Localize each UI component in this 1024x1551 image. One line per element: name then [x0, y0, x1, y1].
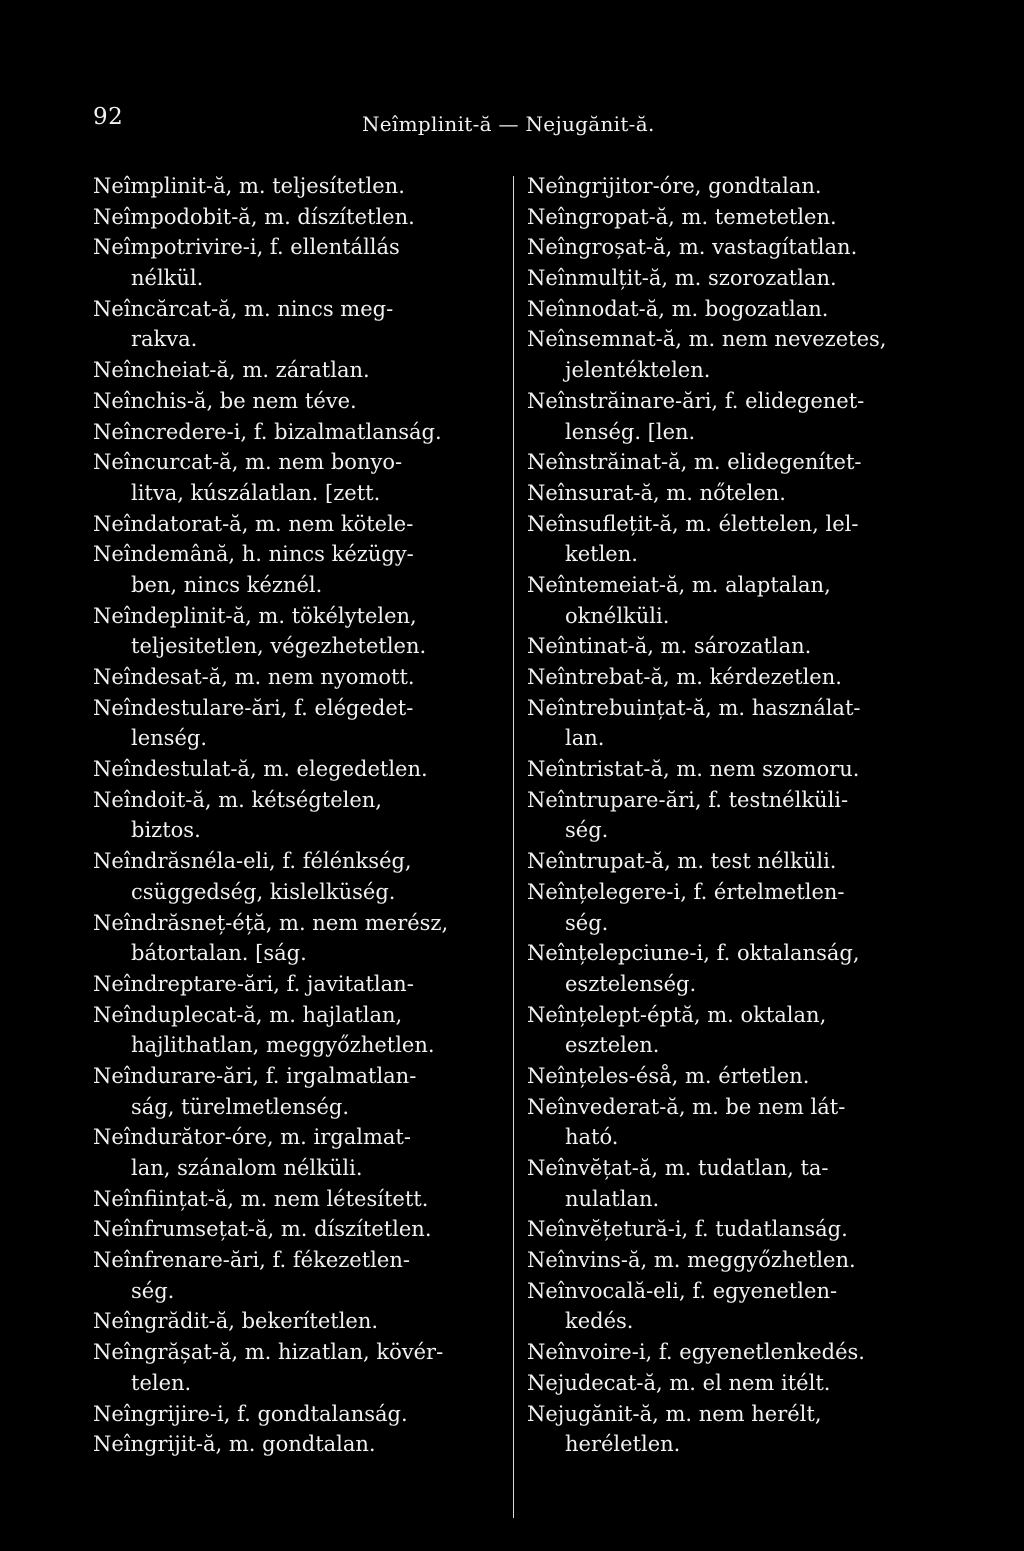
dictionary-entry: Neîmpotrivire-i, f. ellentállás [93, 235, 400, 260]
dictionary-entry-continuation: ség. [565, 910, 609, 935]
dictionary-entry-continuation: lan. [565, 726, 605, 751]
dictionary-entry-continuation: ség. [565, 818, 609, 843]
dictionary-entry: Neîndestulare-ări, f. elégedet- [93, 695, 414, 720]
dictionary-entry: Neîndestulat-ă, m. elegedetlen. [93, 757, 428, 782]
dictionary-entry: Neînduplecat-ă, m. hajlatlan, [93, 1002, 403, 1027]
dictionary-entry: Neîndatorat-ă, m. nem kötele- [93, 511, 414, 536]
dictionary-entry-continuation: hajlithatlan, meggyőzhetlen. [131, 1033, 435, 1058]
dictionary-entry: Neîntrupat-ă, m. test nélküli. [527, 849, 837, 874]
dictionary-entry-continuation: jelentéktelen. [565, 358, 711, 383]
dictionary-entry-continuation: biztos. [131, 818, 201, 843]
dictionary-entry: Neînvoire-i, f. egyenetlenkedés. [527, 1340, 865, 1365]
dictionary-entry-continuation: litva, kúszálatlan. [zett. [131, 480, 381, 505]
dictionary-entry-continuation: rakva. [131, 327, 198, 352]
dictionary-entry: Neînțeles-éså, m. értetlen. [527, 1063, 810, 1088]
dictionary-entry: Neîncheiat-ă, m. záratlan. [93, 358, 370, 383]
dictionary-entry: Neînmulțit-ă, m. szorozatlan. [527, 266, 837, 291]
dictionary-entry: Neîndesat-ă, m. nem nyomott. [93, 665, 415, 689]
dictionary-entry: Neînvocală-eli, f. egyenetlen- [527, 1278, 838, 1303]
dictionary-entry-continuation: ható. [565, 1125, 619, 1150]
dictionary-entry: Neînfrumsețat-ă, m. díszítetlen. [93, 1217, 432, 1242]
dictionary-entry: Neînțelept-éptă, m. oktalan, [527, 1002, 827, 1027]
running-head: Neîmplinit-ă — Nejugănit-ă. [362, 112, 655, 136]
dictionary-entry: Neîncurcat-ă, m. nem bonyo- [93, 450, 403, 475]
dictionary-entry: Neîmpodobit-ă, m. díszítetlen. [93, 204, 415, 229]
dictionary-entry-continuation: csüggedség, kislelküség. [131, 879, 396, 904]
dictionary-entry-continuation: oknélküli. [565, 603, 670, 628]
dictionary-entry-continuation: ketlen. [565, 542, 638, 567]
dictionary-entry: Neînsurat-ă, m. nőtelen. [527, 480, 786, 505]
dictionary-entry: Neîngrijitor-óre, gondtalan. [527, 174, 822, 198]
dictionary-entry-continuation: esztelenség. [565, 971, 697, 996]
dictionary-entry-continuation: bátortalan. [ság. [131, 941, 307, 966]
page-number: 92 [93, 104, 124, 130]
dictionary-entry: Neîndeplinit-ă, m. tökélytelen, [93, 603, 417, 628]
dictionary-entry: Neîmplinit-ă, m. teljesítetlen. [93, 174, 405, 198]
dictionary-entry-continuation: lan, szánalom nélküli. [131, 1156, 363, 1180]
dictionary-entry: Neîntrebuințat-ă, m. használat- [527, 695, 861, 720]
dictionary-entry: Neîntristat-ă, m. nem szomoru. [527, 757, 860, 782]
dictionary-entry: Neînvederat-ă, m. be nem lát- [527, 1094, 846, 1119]
dictionary-entry: Neînvĕțat-ă, m. tudatlan, ta- [527, 1156, 829, 1180]
dictionary-entry-continuation: telen. [131, 1370, 192, 1395]
dictionary-entry-continuation: nulatlan. [565, 1186, 660, 1211]
dictionary-entry: Neîntemeiat-ă, m. alaptalan, [527, 572, 831, 597]
dictionary-entry: Neînsemnat-ă, m. nem nevezetes, [527, 327, 887, 352]
dictionary-entry: Neîndurător-óre, m. irgalmat- [93, 1125, 411, 1150]
column-divider [513, 176, 514, 1518]
dictionary-entry: Neîndrăsneț-éță, m. nem merész, [93, 910, 449, 935]
dictionary-entry: Neînțelegere-i, f. értelmetlen- [527, 879, 845, 904]
dictionary-entry: Neîncărcat-ă, m. nincs meg- [93, 296, 394, 321]
dictionary-entry: Neîngrădit-ă, bekerítetlen. [93, 1309, 379, 1334]
dictionary-entry-continuation: ben, nincs kéznél. [131, 572, 323, 597]
dictionary-entry: Neîntrebat-ă, m. kérdezetlen. [527, 665, 842, 689]
dictionary-entry: Neîngrijire-i, f. gondtalanság. [93, 1401, 408, 1426]
dictionary-entry-continuation: lenség. [131, 726, 207, 751]
dictionary-entry: Neîntrupare-ări, f. testnélküli- [527, 787, 849, 812]
dictionary-entry-continuation: ság, türelmetlenség. [131, 1094, 350, 1119]
dictionary-entry: Nejudecat-ă, m. el nem itélt. [527, 1370, 831, 1395]
dictionary-entry: Neînstrăinat-ă, m. elidegenítet- [527, 450, 862, 475]
dictionary-entry: Neîncredere-i, f. bizalmatlanság. [93, 419, 442, 444]
dictionary-entry: Neînstrăinare-ări, f. elidegenet- [527, 388, 865, 413]
dictionary-entry: Nejugănit-ă, m. nem herélt, [527, 1401, 822, 1426]
dictionary-entry: Neîndreptare-ări, f. javitatlan- [93, 971, 414, 996]
dictionary-entry-continuation: esztelen. [565, 1033, 660, 1058]
dictionary-entry: Neîndurare-ări, f. irgalmatlan- [93, 1063, 417, 1088]
dictionary-entry: Neînțelepciune-i, f. oktalanság, [527, 941, 860, 966]
dictionary-entry: Neîngropat-ă, m. temetetlen. [527, 204, 837, 229]
dictionary-entry-continuation: kedés. [565, 1309, 634, 1334]
left-column [93, 171, 505, 1460]
dictionary-entry: Neîndemână, h. nincs kézügy- [93, 542, 414, 567]
dictionary-entry: Neîndoit-ă, m. kétségtelen, [93, 787, 382, 812]
dictionary-entry: Neîngrășat-ă, m. hizatlan, kövér- [93, 1340, 444, 1365]
dictionary-entry: Neîngrijit-ă, m. gondtalan. [93, 1432, 376, 1457]
dictionary-entry-continuation: teljesitetlen, végezhetetlen. [131, 634, 427, 659]
dictionary-entry: Neînvĕțetură-i, f. tudatlanság. [527, 1217, 848, 1242]
right-column [527, 171, 947, 1460]
dictionary-entry-continuation: nélkül. [131, 266, 204, 291]
dictionary-entry-continuation: heréletlen. [565, 1432, 681, 1457]
dictionary-entry: Neînfrenare-ări, f. fékezetlen- [93, 1248, 410, 1273]
dictionary-entry: Neînchis-ă, be nem téve. [93, 388, 357, 413]
dictionary-entry-continuation: ség. [131, 1278, 175, 1303]
dictionary-entry-continuation: lenség. [len. [565, 419, 696, 444]
dictionary-entry: Neîntinat-ă, m. sározatlan. [527, 634, 812, 659]
dictionary-entry: Neînsuflețit-ă, m. élettelen, lel- [527, 511, 859, 536]
dictionary-entry: Neîndrăsnéla-eli, f. félénkség, [93, 849, 412, 874]
dictionary-entry: Neînființat-ă, m. nem létesített. [93, 1186, 429, 1211]
dictionary-entry: Neînnodat-ă, m. bogozatlan. [527, 296, 829, 321]
dictionary-entry: Neînvins-ă, m. meggyőzhetlen. [527, 1248, 856, 1273]
dictionary-entry: Neîngroșat-ă, m. vastagítatlan. [527, 235, 858, 260]
